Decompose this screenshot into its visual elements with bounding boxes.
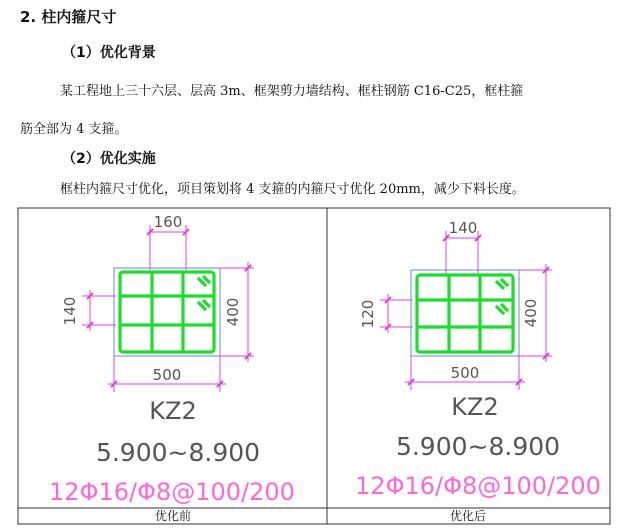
inner-width-label-after: 140 xyxy=(448,219,478,237)
panel-before xyxy=(49,213,295,523)
column-height-label-after: 400 xyxy=(522,298,540,328)
caption-after: 优化后 xyxy=(449,509,487,523)
implementation-paragraph: 框柱内箍尺寸优化，项目策划将 4 支箍的内箍尺寸优化 20mm，减少下料长度。 xyxy=(60,182,525,197)
rebar-spec-after: 12Φ16/Φ8@100/200 xyxy=(355,472,601,500)
inner-height-label-after: 120 xyxy=(359,299,377,329)
inner-height-label-before: 140 xyxy=(61,296,79,326)
inner-width-label-before: 160 xyxy=(153,213,183,231)
section-title: 2. 柱内箍尺寸 xyxy=(20,8,117,26)
subsection-title-background: （1）优化背景 xyxy=(62,45,156,61)
background-paragraph-line1: 某工程地上三十六层、层高 3m、框架剪力墙结构、框柱钢筋 C16-C25，框柱箍 xyxy=(60,84,524,99)
background-paragraph-line2: 筋全部为 4 支箍。 xyxy=(20,122,128,137)
panel-after xyxy=(355,219,601,523)
column-width-label-before: 500 xyxy=(152,366,182,384)
column-height-label-before: 400 xyxy=(224,297,242,327)
rebar-spec-before: 12Φ16/Φ8@100/200 xyxy=(49,478,295,506)
column-outline-before xyxy=(114,268,220,356)
elevation-before: 5.900~8.900 xyxy=(95,438,261,467)
column-width-label-after: 500 xyxy=(450,364,480,382)
column-name-after: KZ2 xyxy=(451,393,499,421)
column-name-before: KZ2 xyxy=(149,397,197,425)
caption-before: 优化前 xyxy=(154,509,192,523)
subsection-title-implementation: （2）优化实施 xyxy=(62,151,156,167)
elevation-after: 5.900~8.900 xyxy=(395,432,561,461)
